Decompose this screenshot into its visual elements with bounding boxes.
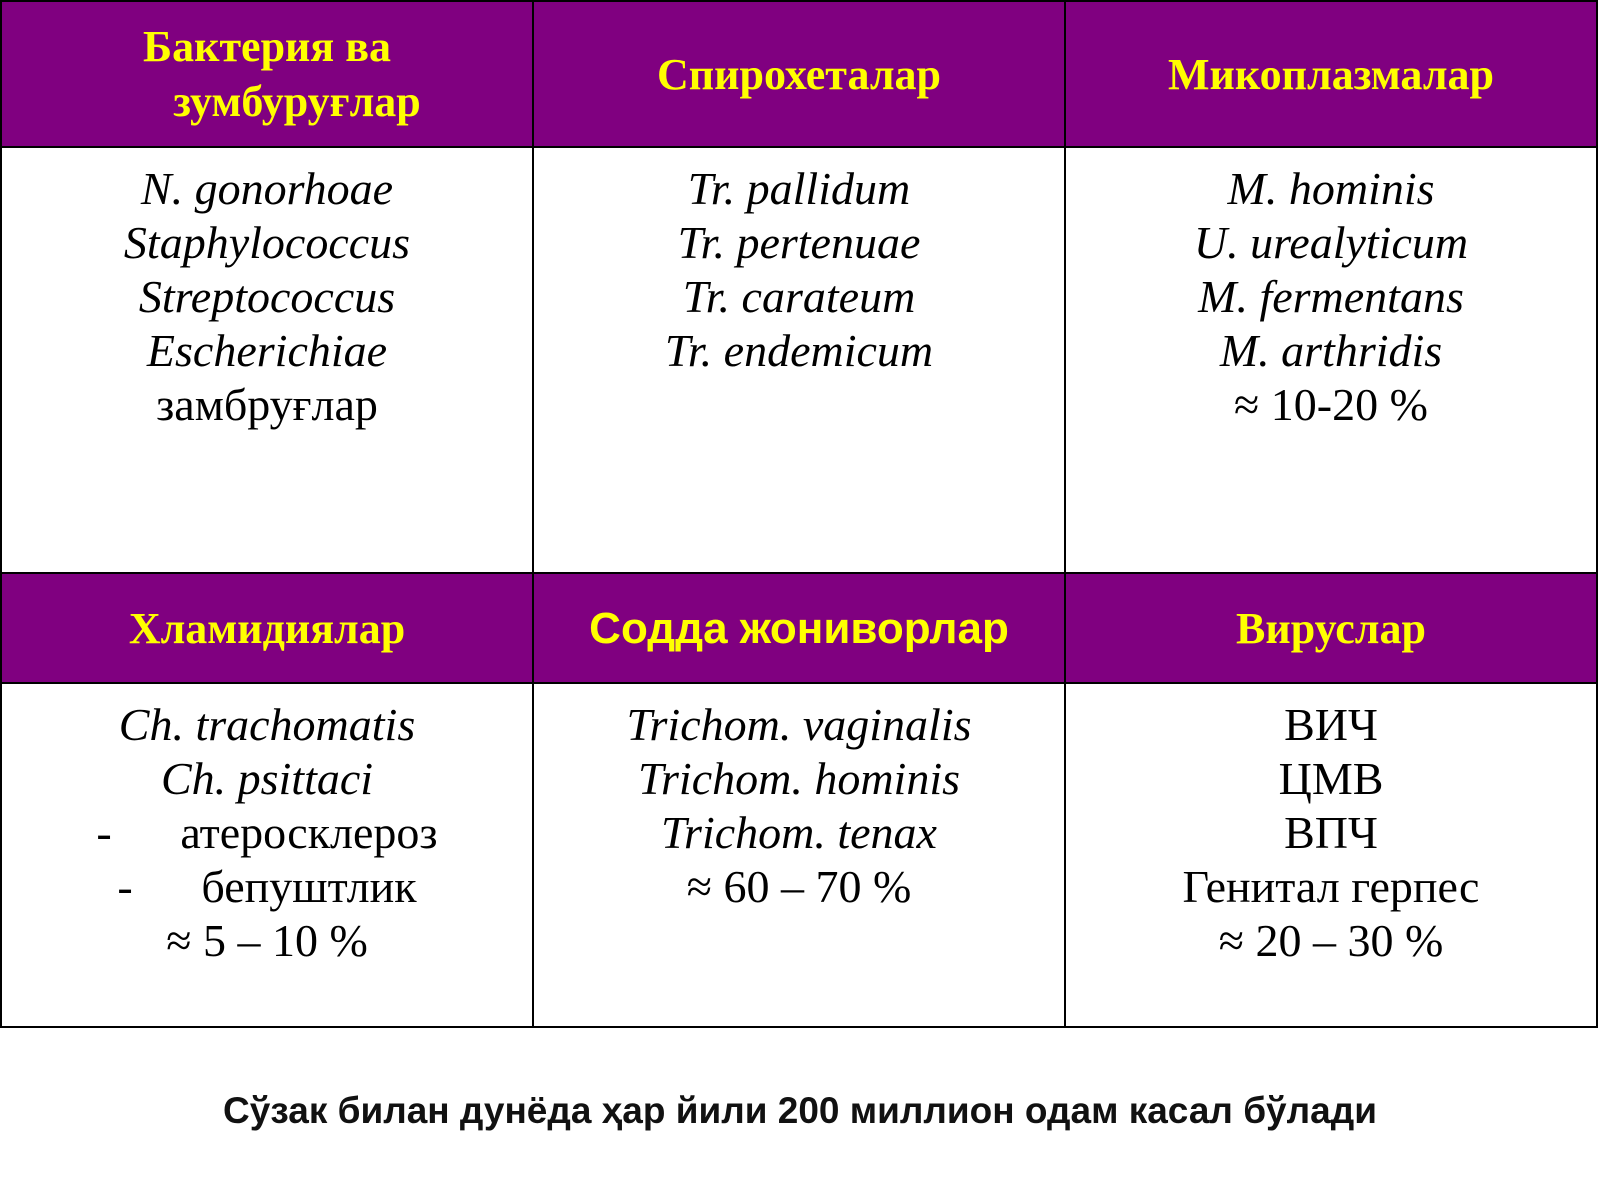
header-bacteria-line-1: Бактерия ва xyxy=(143,22,391,71)
header-protozoa: Содда жониворлар xyxy=(533,573,1065,683)
percentage-value: ≈ 10-20 % xyxy=(1234,379,1428,430)
header-row-top xyxy=(1,1,1597,147)
list-item: Tr. pertenuae xyxy=(677,217,921,268)
header-viruses: Вируслар xyxy=(1065,573,1597,683)
header-bacteria xyxy=(1,1,533,147)
cell-protozoa xyxy=(533,683,1065,1027)
header-bacteria-line-2: зумбуруғлар xyxy=(173,77,421,126)
list-item: M. arthridis xyxy=(1219,325,1443,376)
header-row-bottom xyxy=(1,573,1597,683)
list-item: ЦМВ xyxy=(1278,753,1384,804)
list-item xyxy=(2,806,532,860)
body-row-top xyxy=(1,147,1597,573)
footnote: Сўзак билан дунёда ҳар йили 200 миллион одам касал бўлади xyxy=(223,1090,1377,1131)
list-item: N. gonorhoae xyxy=(140,163,394,214)
cell-mycoplasma xyxy=(1065,147,1597,573)
list-item: замбруғлар xyxy=(156,379,378,430)
cell-spirochetes xyxy=(533,147,1065,573)
dash-bullet: - xyxy=(117,861,133,912)
header-chlamydia: Хламидиялар xyxy=(1,573,533,683)
header-mycoplasma: Микоплазмалар xyxy=(1065,1,1597,147)
list-item: U. urealyticum xyxy=(1193,217,1469,268)
list-item: Streptococcus xyxy=(138,271,396,322)
list-item: Генитал герпес xyxy=(1182,861,1480,912)
list-item: Trichom. vaginalis xyxy=(626,699,972,750)
cell-chlamydia xyxy=(1,683,533,1027)
body-row-bottom xyxy=(1,683,1597,1027)
list-item-text: бепуштлик xyxy=(201,861,417,912)
list-item: M. fermentans xyxy=(1198,271,1464,322)
list-item: Tr. carateum xyxy=(682,271,916,322)
list-item: Trichom. hominis xyxy=(637,753,961,804)
list-item xyxy=(2,860,532,914)
cell-viruses xyxy=(1065,683,1597,1027)
list-item-text: атеросклероз xyxy=(180,807,438,858)
list-item: Staphylococcus xyxy=(123,217,411,268)
list-item: Tr. pallidum xyxy=(687,163,911,214)
percentage-value: ≈ 5 – 10 % xyxy=(166,915,368,966)
list-item: ВПЧ xyxy=(1284,807,1378,858)
list-item: Escherichiae xyxy=(146,325,388,376)
header-spirochetes: Спирохеталар xyxy=(533,1,1065,147)
cell-bacteria xyxy=(1,147,533,573)
percentage-value: ≈ 20 – 30 % xyxy=(1218,915,1444,966)
list-item: Trichom. tenax xyxy=(661,807,937,858)
list-item: M. hominis xyxy=(1227,163,1435,214)
percentage-value: ≈ 60 – 70 % xyxy=(686,861,912,912)
list-item: Ch. psittaci xyxy=(160,753,374,804)
list-item: Ch. trachomatis xyxy=(118,699,416,750)
list-item: Tr. endemicum xyxy=(664,325,934,376)
list-item: ВИЧ xyxy=(1284,699,1378,750)
dash-bullet: - xyxy=(96,807,112,858)
